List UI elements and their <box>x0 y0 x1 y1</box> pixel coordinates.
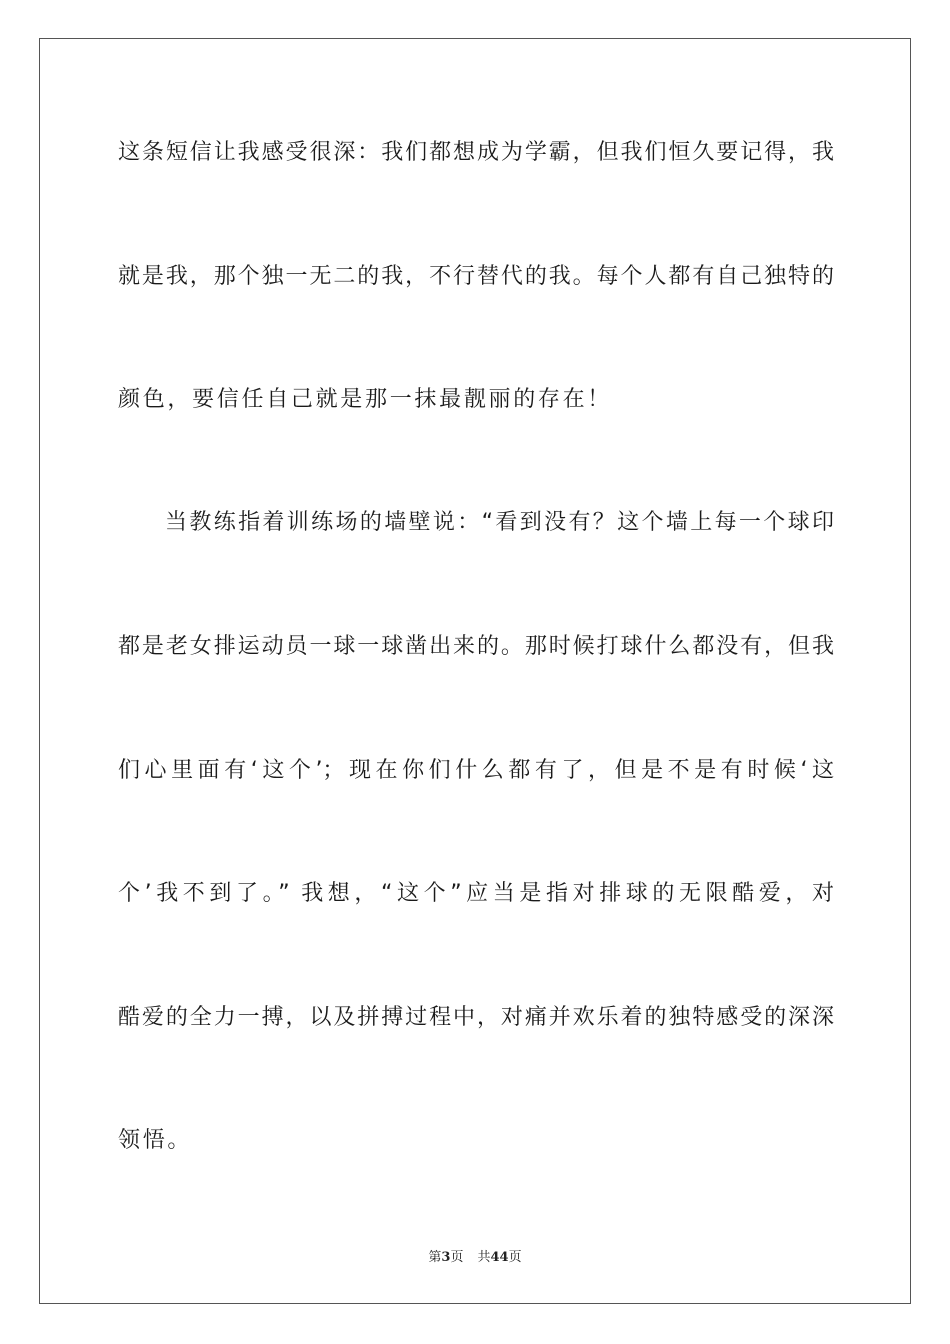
current-page-number: 3 <box>441 1250 451 1265</box>
text-line-5: 都是老女排运动员一球一球凿出来的。那时候打球什么都没有，但我 <box>118 634 834 659</box>
text-line-4: 当教练指着训练场的墙壁说：“看到没有？这个墙上每一个球印 <box>165 510 834 535</box>
total-prefix: 共 <box>477 1250 491 1265</box>
text-line-8: 酷爱的全力一搏，以及拼搏过程中，对痛并欢乐着的独特感受的深深 <box>118 1005 834 1030</box>
text-line-7: 个’我不到了。” 我想，“这个”应当是指对排球的无限酷爱，对 <box>118 881 834 906</box>
page-frame <box>39 38 911 1304</box>
text-line-9: 领悟。 <box>118 1128 193 1153</box>
total-pages-number: 44 <box>490 1250 509 1265</box>
text-line-1: 这条短信让我感受很深：我们都想成为学霸，但我们恒久要记得，我 <box>118 140 834 165</box>
total-suffix: 页 <box>508 1250 522 1265</box>
page-suffix: 页 <box>450 1250 464 1265</box>
text-line-3: 颜色，要信任自己就是那一抹最靓丽的存在！ <box>118 387 613 412</box>
page-prefix: 第 <box>428 1250 442 1265</box>
text-line-6: 们心里面有‘这个’；现在你们什么都有了，但是不是有时候‘这 <box>118 758 834 783</box>
text-line-2: 就是我，那个独一无二的我，不行替代的我。每个人都有自己独特的 <box>118 264 834 289</box>
page-footer <box>0 1246 950 1265</box>
